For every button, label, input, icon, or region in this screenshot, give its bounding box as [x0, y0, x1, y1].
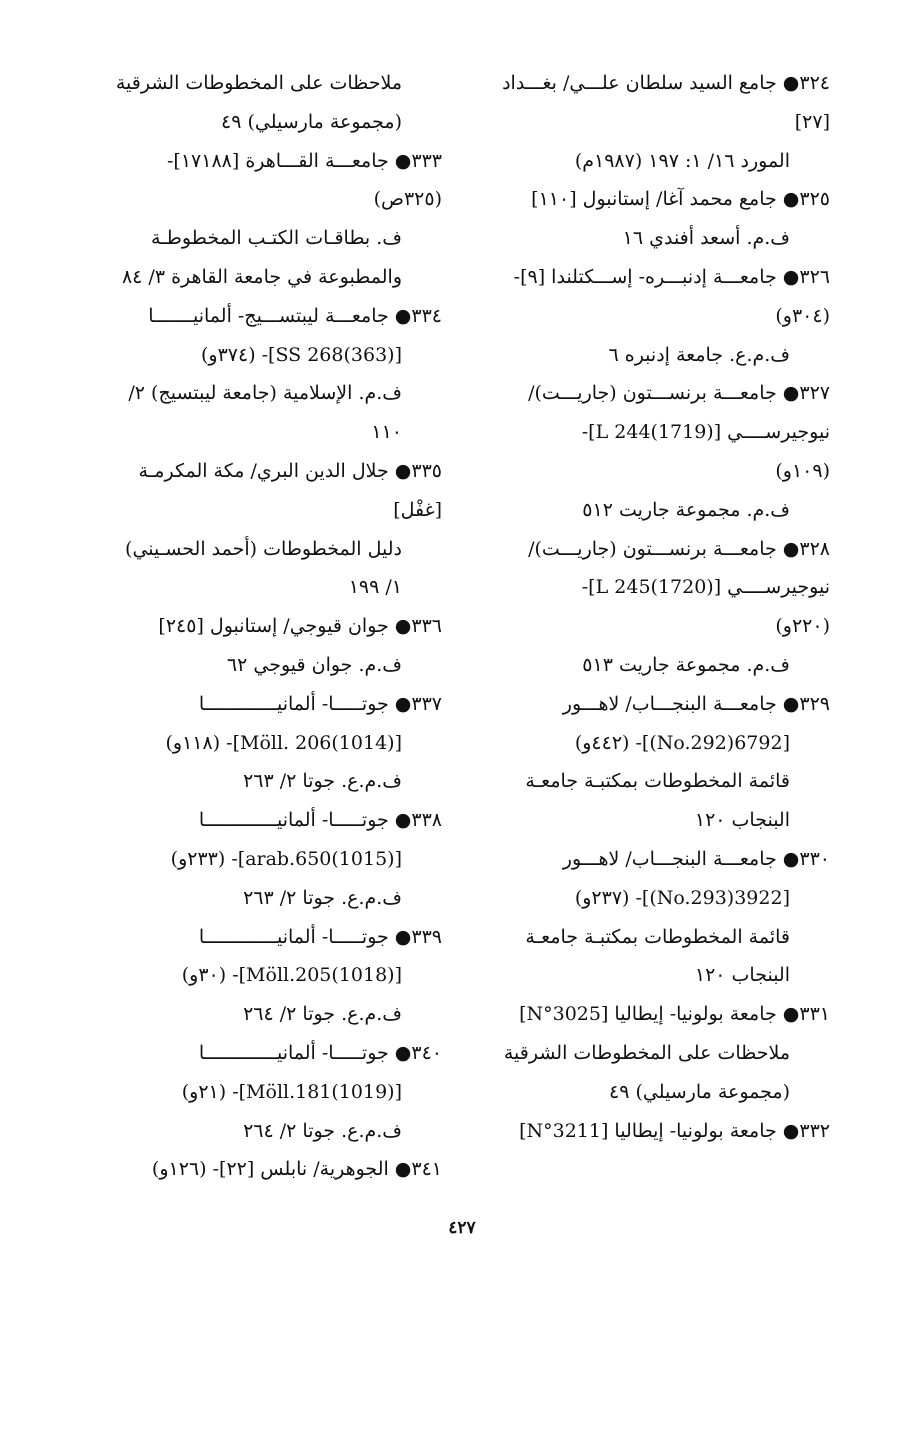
entry-detail-line: المورد ١٦/ ١: ١٩٧ (١٩٨٧م): [574, 149, 790, 172]
entry-detail-line: [3922(No.293)]- (٢٣٧و): [574, 886, 790, 909]
entry-detail-line: [Möll.205(1018)]- (٣٠و): [181, 964, 402, 987]
entry-detail-line: البنجاب ١٢٠: [694, 964, 790, 987]
right-column: [490, 64, 830, 1150]
entry-detail-line: ف.م.ع. جوتا ٢/ ٢٦٤: [243, 1119, 402, 1142]
entry-detail-line: ف. بطاقـات الكتـب المخطوطـة: [151, 227, 402, 250]
entry-detail-line: (مجموعة مارسيلي) ٤٩: [608, 1080, 790, 1103]
entry-line: (٣٠٤و): [775, 304, 830, 327]
entry-line: ٣٢٨● جامعـــة برنســـتون (جاريـــت)/: [528, 537, 830, 560]
entry-detail-line: [arab.650(1015)]- (٢٣٣و): [170, 847, 402, 870]
entry-line: (١٠٩و): [775, 459, 830, 482]
entry-detail-line: ف.م.ع. جوتا ٢/ ٢٦٤: [243, 1003, 402, 1026]
entry-line: [٢٧]: [794, 110, 830, 133]
entry-line: ٣٣٠● جامعـــة البنجـــاب/ لاهـــور: [562, 847, 830, 870]
entry-detail-line: قائمة المخطوطات بمكتبـة جامعـة: [525, 925, 790, 948]
entry-line: نيوجيرســــي [L 244(1719)]-: [581, 421, 830, 444]
entry-detail-line: ف.م.ع. جوتا ٢/ ٢٦٣: [243, 886, 402, 909]
entry-detail-line: ف.م.ع. جوتا ٢/ ٢٦٣: [243, 770, 402, 793]
entry-detail-line: [6792(No.292)]- (٤٤٢و): [574, 731, 790, 754]
entry-line: ٣٣٩● جوتـــــا- ألمانيـــــــــــــا: [198, 925, 442, 948]
entry-line: ٣٢٦● جامعـــة إدنبـــره- إســـكتلندا [٩]-: [513, 265, 830, 288]
entry-detail-line: دليل المخطوطات (أحمد الحسـيني): [125, 537, 402, 560]
entry-line: ٣٤٠● جوتـــــا- ألمانيـــــــــــــا: [198, 1041, 442, 1064]
entry-line: ٣٣٦● جوان قيوجي/ إستانبول [٢٤٥]: [158, 615, 442, 638]
entry-line: [غفْل]: [393, 498, 442, 521]
left-column: [102, 64, 442, 1189]
page-number: ٤٢٧: [448, 1218, 476, 1238]
entry-line: (٢٢٠و): [775, 615, 830, 638]
entry-line: ٣٣٢● جامعة بولونيا- إيطاليا [N°3211]: [519, 1119, 830, 1142]
entry-detail-line: ف.م. أسعد أفندي ١٦: [622, 227, 790, 250]
entry-line: ٣٢٥● جامع محمد آغا/ إستانبول [١١٠]: [531, 188, 830, 211]
entry-line: ٣٣٧● جوتـــــا- ألمانيـــــــــــــا: [198, 692, 442, 715]
entry-line: ٣٢٧● جامعـــة برنســـتون (جاريـــت)/: [528, 382, 830, 405]
entry-detail-line: ف.م. الإسلامية (جامعة ليبتسيج) ٢/: [128, 382, 402, 405]
entry-detail-line: ف.م. جوان قيوجي ٦٢: [226, 653, 402, 676]
entry-detail-line: ١/ ١٩٩: [348, 576, 402, 599]
entry-detail-line: ف.م. مجموعة جاريت ٥١٢: [582, 498, 790, 521]
entry-line: ٣٣٥● جلال الدين البري/ مكة المكرمـة: [138, 459, 442, 482]
entry-line: ٣٣٤● جامعـــة ليبتســـيج- ألمانيـــــــا: [148, 304, 442, 327]
entry-detail-line: قائمة المخطوطات بمكتبـة جامعـة: [525, 770, 790, 793]
entry-line: ٣٣٣● جامعـــة القـــاهرة [١٧١٨٨]-: [167, 149, 442, 172]
entry-detail-line: ملاحظات على المخطوطات الشرقية: [115, 72, 402, 94]
entry-line: نيوجيرســــي [L 245(1720)]-: [581, 576, 830, 599]
entry-detail-line: والمطبوعة في جامعة القاهرة ٣/ ٨٤: [121, 265, 402, 288]
entry-line: ٣٣١● جامعة بولونيا- إيطاليا [N°3025]: [519, 1003, 830, 1026]
entry-detail-line: البنجاب ١٢٠: [694, 809, 790, 832]
entry-line: ٣٤١● الجوهرية/ نابلس [٢٢]- (١٢٦و): [151, 1158, 442, 1181]
entry-line: ٣٢٤● جامع السيد سلطان علـــي/ بغـــداد: [502, 72, 830, 94]
entry-detail-line: ف.م.ع. جامعة إدنبره ٦: [608, 343, 790, 366]
entry-detail-line: ف.م. مجموعة جاريت ٥١٣: [582, 653, 790, 676]
entry-line: ٣٢٩● جامعـــة البنجـــاب/ لاهـــور: [562, 692, 830, 715]
entry-line: (٣٢٥ص): [373, 188, 442, 211]
entry-detail-line: [Möll.181(1019)]- (٢١و): [181, 1080, 402, 1103]
entry-line: ٣٣٨● جوتـــــا- ألمانيـــــــــــــا: [198, 809, 442, 832]
entry-detail-line: ١١٠: [371, 421, 402, 444]
entry-detail-line: (مجموعة مارسيلي) ٤٩: [220, 110, 402, 133]
entry-detail-line: [Möll. 206(1014)]- (١١٨و): [165, 731, 402, 754]
entry-detail-line: [SS 268(363)]- (٣٧٤و): [200, 343, 402, 366]
entry-detail-line: ملاحظات على المخطوطات الشرقية: [503, 1041, 790, 1064]
